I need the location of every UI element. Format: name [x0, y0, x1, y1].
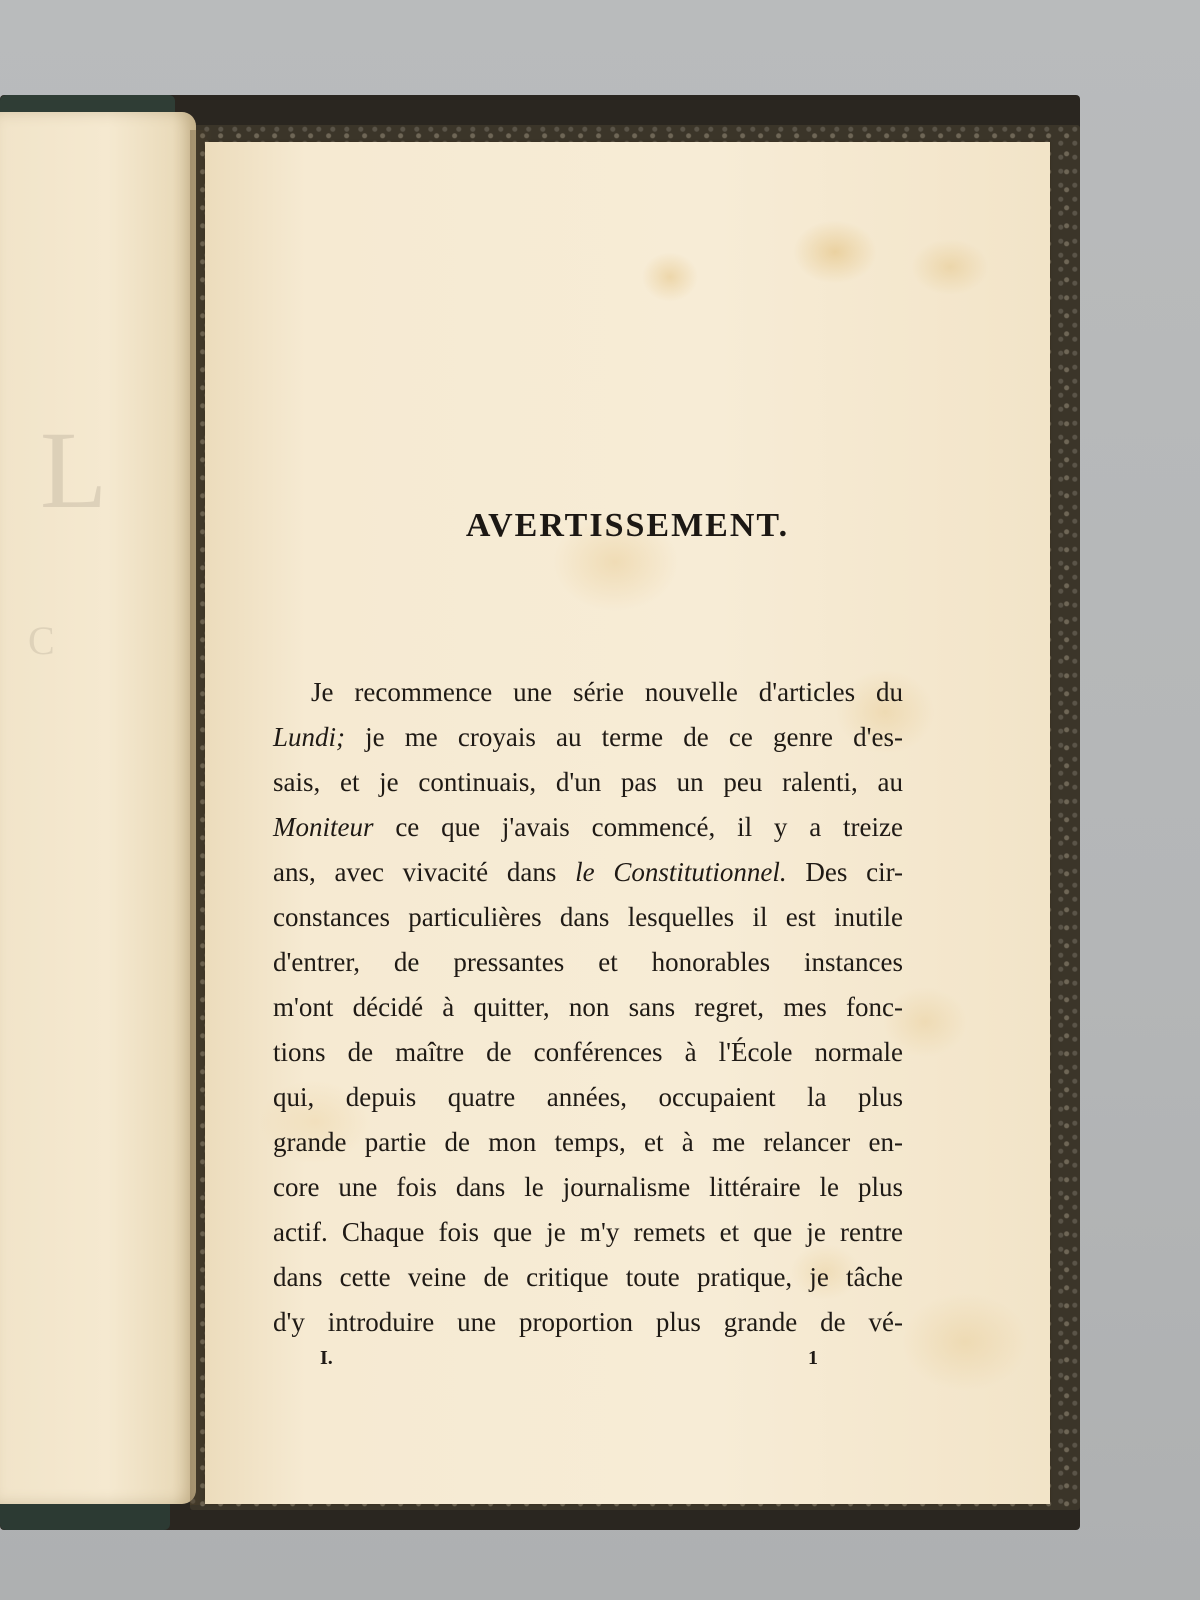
page-title: AVERTISSEMENT. — [465, 507, 790, 544]
text-line: Je recommence une série nouvelle d'articles du — [311, 677, 903, 707]
text-line: ans, avec vivacité dans le Constitutionnel. Des cir- — [273, 857, 904, 887]
text-line: actif. Chaque fois que je m'y remets et que je rentre — [273, 1217, 903, 1247]
body-text — [273, 670, 903, 1345]
right-page — [205, 142, 1050, 1504]
text-line: Moniteur ce que j'avais commencé, il y a treize — [273, 812, 903, 842]
left-page-bleed-through: L — [40, 409, 114, 531]
text-line: constances particulières dans lesquelles il est inutile — [273, 902, 903, 932]
left-page — [0, 112, 196, 1504]
text-line: d'entrer, de pressantes et honorables instances — [273, 947, 903, 977]
text-line: sais, et je continuais, d'un pas un peu ralenti, au — [273, 767, 903, 797]
text-line: Lundi; je me croyais au terme de ce genre d'es- — [273, 722, 903, 752]
text-line: qui, depuis quatre années, occupaient la plus — [273, 1082, 903, 1112]
text-line: core une fois dans le journalisme littéraire le plus — [273, 1172, 903, 1202]
text-line: grande partie de mon temps, et à me relancer en- — [273, 1127, 903, 1157]
text-line: m'ont décidé à quitter, non sans regret, mes fonc- — [273, 992, 903, 1022]
text-line: d'y introduire une proportion plus grande de vé- — [273, 1307, 903, 1337]
text-line: dans cette veine de critique toute pratique, je tâche — [273, 1262, 903, 1292]
page-number: 1 — [808, 1347, 818, 1369]
left-page-bleed-through-2: C — [28, 618, 55, 663]
text-line: tions de maître de conférences à l'École normale — [273, 1037, 903, 1067]
signature-mark: I. — [320, 1347, 333, 1369]
